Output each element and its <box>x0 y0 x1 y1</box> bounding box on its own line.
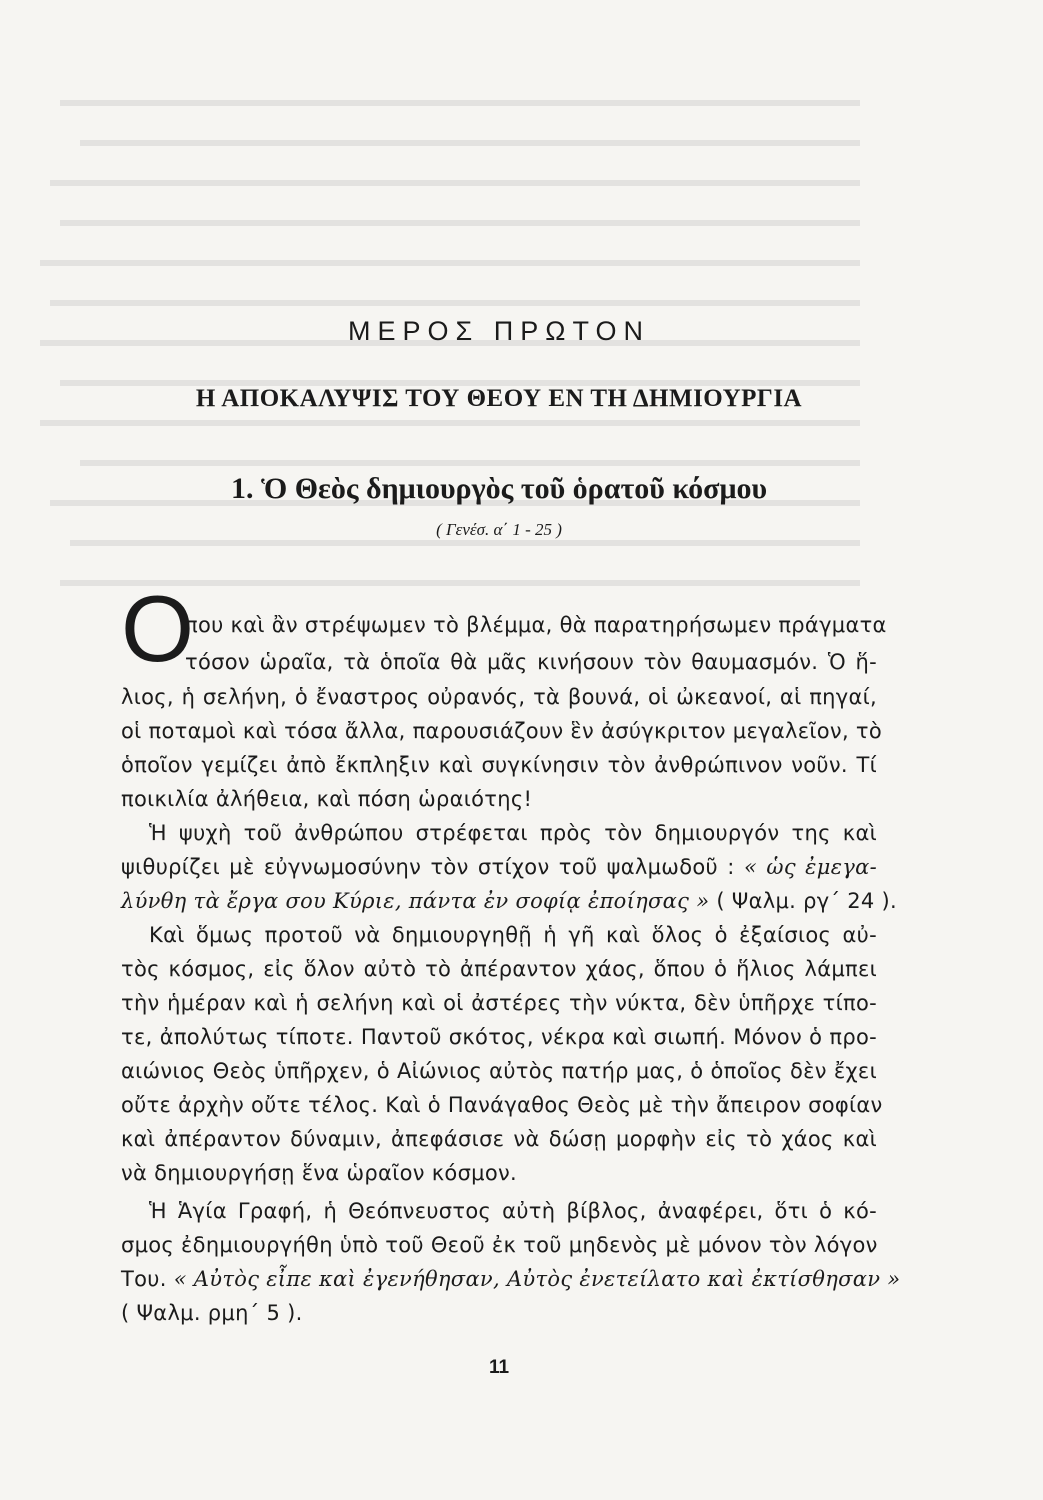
text-line: σμος ἐδημιουργήθη ὑπὸ τοῦ Θεοῦ ἐκ τοῦ μηδενὸς μὲ μόνον τὸν λόγον <box>121 1233 878 1257</box>
part-title: ΜΕΡΟΣ ΠΡΩΤΟΝ <box>348 316 650 346</box>
text-line: ποικιλία ἀλήθεια, καὶ πόση ὡραιότης! <box>121 787 533 811</box>
text-span: Του. <box>121 1267 167 1291</box>
text-span: ( Ψαλμ. ργ΄ 24 ). <box>716 889 898 913</box>
text-line <box>121 886 898 916</box>
text-line: αιώνιος Θεὸς ὑπῆρχεν, ὁ Αἰώνιος αὐτὸς πατήρ μας, ὁ ὁποῖος δὲν ἔχει <box>121 1059 877 1083</box>
page-number: 11 <box>488 1357 510 1378</box>
section-title: Η ΑΠΟΚΑΛΥΨΙΣ ΤΟΥ ΘΕΟΥ ΕΝ ΤΗ ΔΗΜΙΟΥΡΓΙΑ <box>195 385 803 412</box>
text-span: ψιθυρίζει μὲ εὐγνωμοσύνην τὸν στίχον τοῦ ψαλμωδοῦ : <box>121 855 735 879</box>
text-line: νὰ δημιουργήσῃ ἕνα ὡραῖον κόσμον. <box>121 1161 518 1185</box>
text-line: καὶ ἀπέραντον δύναμιν, ἀπεφάσισε νὰ δώσῃ μορφὴν εἰς τὸ χάος καὶ <box>121 1127 877 1151</box>
drop-cap: Ο <box>121 576 195 681</box>
quote-span: « Αὐτὸς εἶπε καὶ ἐγενήθησαν, Αὐτὸς ἐνετείλατο καὶ ἐκτίσθησαν » <box>173 1267 901 1291</box>
chapter-reference: ( Γενέσ. α΄ 1 - 25 ) <box>436 520 562 539</box>
text-line: Καὶ ὅμως προτοῦ νὰ δημιουργηθῇ ἡ γῆ καὶ ὅλος ὁ ἐξαίσιος αὐ- <box>149 923 877 947</box>
text-line: τε, ἀπολύτως τίποτε. Παντοῦ σκότος, νέκρα καὶ σιωπή. Μόνον ὁ προ- <box>121 1025 877 1049</box>
text-line: λιος, ἡ σελήνη, ὁ ἔναστρος οὐρανός, τὰ βουνά, οἱ ὠκεανοί, αἱ πηγαί, <box>121 685 877 709</box>
quote-span: « ὡς ἐμεγα- <box>743 855 877 879</box>
chapter-title: 1. Ὁ Θεὸς δημιουργὸς τοῦ ὁρατοῦ κόσμου <box>230 472 768 505</box>
text-line: τὴν ἡμέραν καὶ ἡ σελήνη καὶ οἱ ἀστέρες τὴν νύκτα, δὲν ὑπῆρχε τίπο- <box>121 991 877 1015</box>
text-line: τὸς κόσμος, εἰς ὅλον αὐτὸ τὸ ἀπέραντον χάος, ὅπου ὁ ἥλιος λάμπει <box>121 957 877 981</box>
text-line <box>121 852 877 882</box>
text-line: τόσον ὡραῖα, τὰ ὁποῖα θὰ μᾶς κινήσουν τὸν θαυμασμόν. Ὁ ἥ- <box>185 650 877 674</box>
text-line: ( Ψαλμ. ρμη΄ 5 ). <box>121 1301 303 1325</box>
text-line: Ἡ ψυχὴ τοῦ ἀνθρώπου στρέφεται πρὸς τὸν δημιουργόν της καὶ <box>149 821 877 845</box>
text-line: οἱ ποταμοὶ καὶ τόσα ἄλλα, παρουσιάζουν ἓν ἀσύγκριτον μεγαλεῖον, τὸ <box>121 719 882 743</box>
text-line <box>121 1264 901 1294</box>
quote-span: λύνθη τὰ ἔργα σου Κύριε, πάντα ἐν σοφίᾳ ἐποίησας » <box>121 889 710 913</box>
text-line: Ἡ Ἁγία Γραφή, ἡ Θεόπνευστος αὐτὴ βίβλος, ἀναφέρει, ὅτι ὁ κό- <box>149 1199 877 1223</box>
text-line: ὁποῖον γεμίζει ἀπὸ ἔκπληξιν καὶ συγκίνησιν τὸν ἀνθρώπινον νοῦν. Τί <box>121 753 877 777</box>
text-line: που καὶ ἂν στρέψωμεν τὸ βλέμμα, θὰ παρατηρήσωμεν πράγματα <box>185 613 887 637</box>
text-line: οὔτε ἀρχὴν οὔτε τέλος. Καὶ ὁ Πανάγαθος Θεὸς μὲ τὴν ἄπειρον σοφίαν <box>121 1093 883 1117</box>
